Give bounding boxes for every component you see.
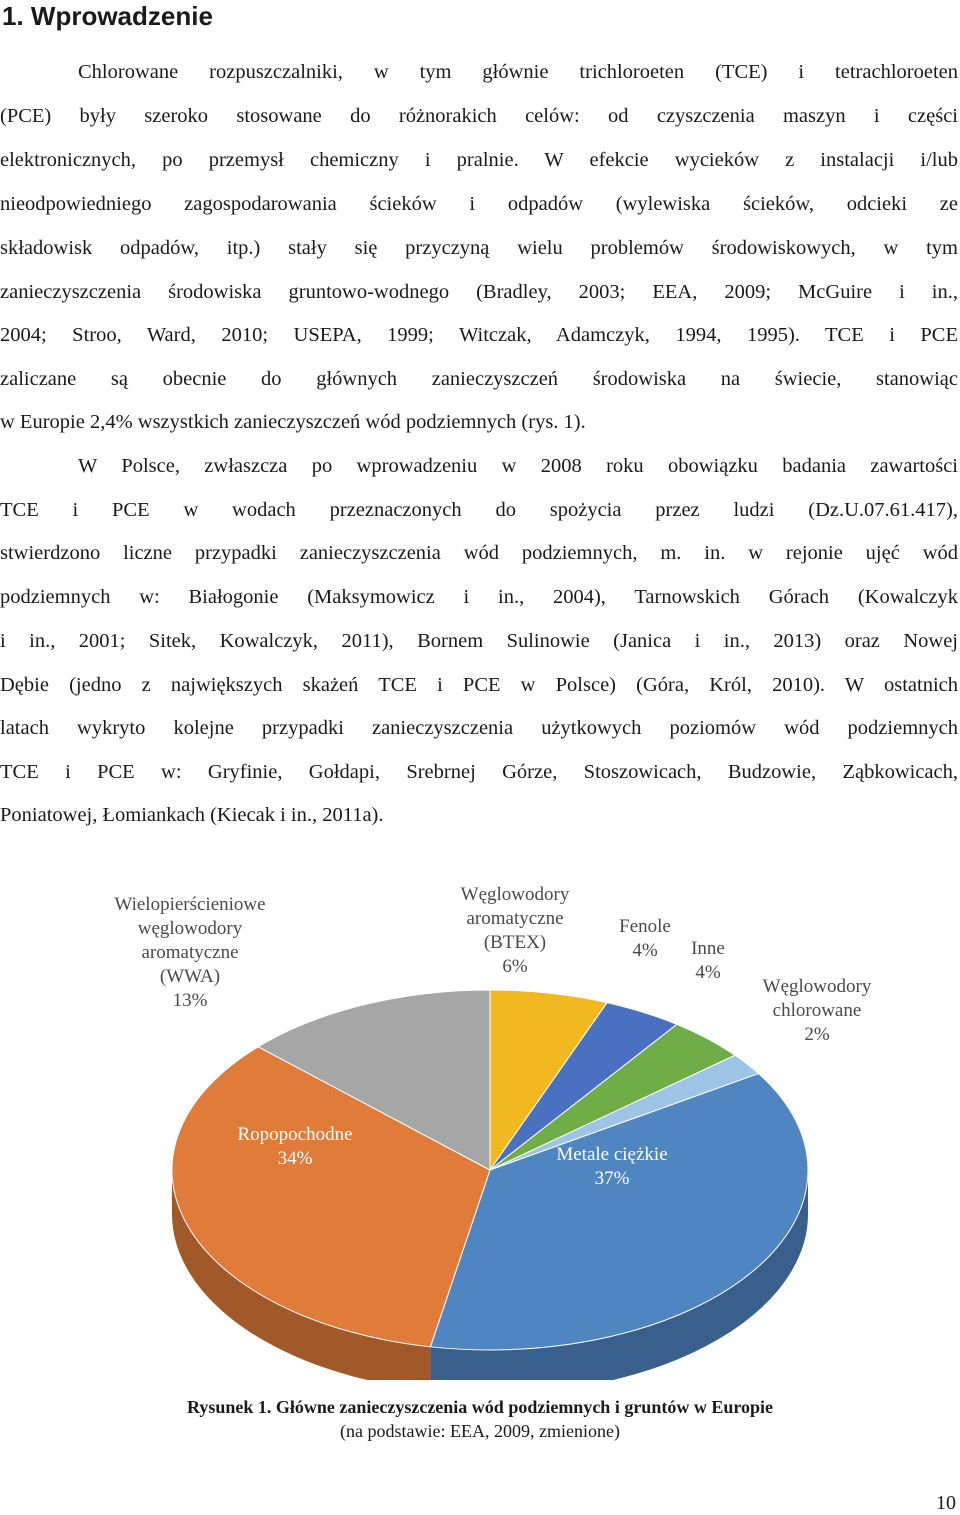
paragraph-line: zaliczane są obecnie do głównych zanieczyszczeń środowiska na świecie, stanowiąc	[0, 368, 958, 390]
pie-category-label: Węglowodory	[762, 976, 872, 997]
figure-caption	[0, 1396, 960, 1418]
pie-slice-label	[752, 974, 883, 1054]
paragraph-line: stwierdzono liczne przypadki zanieczyszczenia wód podziemnych, m. in. w rejonie ujęć wód	[0, 542, 958, 564]
pie-category-label: Węglowodory	[460, 884, 570, 905]
pie-value-label: 6%	[502, 956, 528, 977]
pie-value-label: 37%	[594, 1168, 630, 1189]
pie-category-label: Fenole	[619, 916, 671, 937]
pie-value-label: 13%	[172, 990, 208, 1011]
pie-category-label: (BTEX)	[483, 932, 547, 953]
pie-slice-label	[680, 936, 736, 992]
paragraph-line: TCE i PCE w: Gryfinie, Gołdapi, Srebrnej Górze, Stoszowicach, Budzowie, Ząbkowicach,	[0, 761, 958, 783]
page-number: 10	[936, 1492, 956, 1514]
pie-slice-label	[606, 914, 684, 970]
paragraph-line: w Europie 2,4% wszystkich zanieczyszczeń wód podziemnych (rys. 1).	[0, 411, 586, 433]
paragraph-line: (PCE) były szeroko stosowane do różnorakich celów: od czyszczenia maszyn i części	[0, 105, 958, 127]
figure-caption-source: (na podstawie: EEA, 2009, zmienione)	[340, 1421, 620, 1441]
paragraph-line: składowisk odpadów, itp.) stały się przyczyną wielu problemów środowiskowych, w tym	[0, 237, 958, 259]
pie-category-label: Wielopierścieniowe	[114, 894, 266, 915]
paragraph-line: elektronicznych, po przemysł chemiczny i pralnie. W efekcie wycieków z instalacji i/lub	[0, 149, 958, 171]
paragraph-line: latach wykryto kolejne przypadki zanieczyszczenia użytkowych poziomów wód podziemnych	[0, 717, 958, 739]
figure-caption-title: Rysunek 1. Główne zanieczyszczenia wód podziemnych i gruntów w Europie	[186, 1397, 774, 1417]
paragraph-line: i in., 2001; Sitek, Kowalczyk, 2011), Bornem Sulinowie (Janica i in., 2013) oraz Nowej	[0, 630, 958, 652]
pie-value-label: 4%	[632, 940, 658, 961]
pie-category-label: Inne	[691, 938, 725, 959]
paragraph-line: TCE i PCE w wodach przeznaczonych do spożycia przez ludzi (Dz.U.07.61.417),	[0, 499, 958, 521]
paragraph-line: 2004; Stroo, Ward, 2010; USEPA, 1999; Witczak, Adamczyk, 1994, 1995). TCE i PCE	[0, 324, 958, 346]
paragraph-line: podziemnych w: Białogonie (Maksymowicz i in., 2004), Tarnowskich Górach (Kowalczyk	[0, 586, 958, 608]
paragraph-line: Poniatowej, Łomiankach (Kiecak i in., 2011a).	[0, 804, 384, 826]
pie-chart	[90, 870, 890, 1380]
pie-value-label: 34%	[277, 1148, 313, 1169]
pie-category-label: Metale ciężkie	[556, 1144, 668, 1165]
paragraph-line: nieodpowiedniego zagospodarowania ścieków i odpadów (wylewiska ścieków, odcieki ze	[0, 193, 958, 215]
paragraph-line: zanieczyszczenia środowiska gruntowo-wodnego (Bradley, 2003; EEA, 2009; McGuire i in.,	[0, 281, 958, 303]
pie-category-label: Ropopochodne	[237, 1124, 353, 1145]
pie-value-label: 2%	[804, 1024, 830, 1045]
pie-category-label: węglowodory	[137, 918, 243, 939]
paragraph-line: W Polsce, zwłaszcza po wprowadzeniu w 2008 roku obowiązku badania zawartości	[78, 455, 958, 477]
paragraph-line: Chlorowane rozpuszczalniki, w tym głównie trichloroeten (TCE) i tetrachloroeten	[78, 61, 958, 83]
pie-category-label: (WWA)	[159, 966, 221, 987]
pie-top	[172, 990, 808, 1350]
section-heading: 1. Wprowadzenie	[2, 1, 213, 31]
pie-value-label: 4%	[695, 962, 721, 983]
pie-category-label: chlorowane	[772, 1000, 862, 1021]
pie-slice-label	[450, 882, 581, 986]
paragraph-line: Dębie (jedno z największych skażeń TCE i PCE w Polsce) (Góra, Król, 2010). W ostatnich	[0, 674, 958, 696]
pie-category-label: aromatyczne	[141, 942, 239, 963]
pie-slice-label	[90, 892, 292, 1020]
pie-category-label: aromatyczne	[466, 908, 564, 929]
